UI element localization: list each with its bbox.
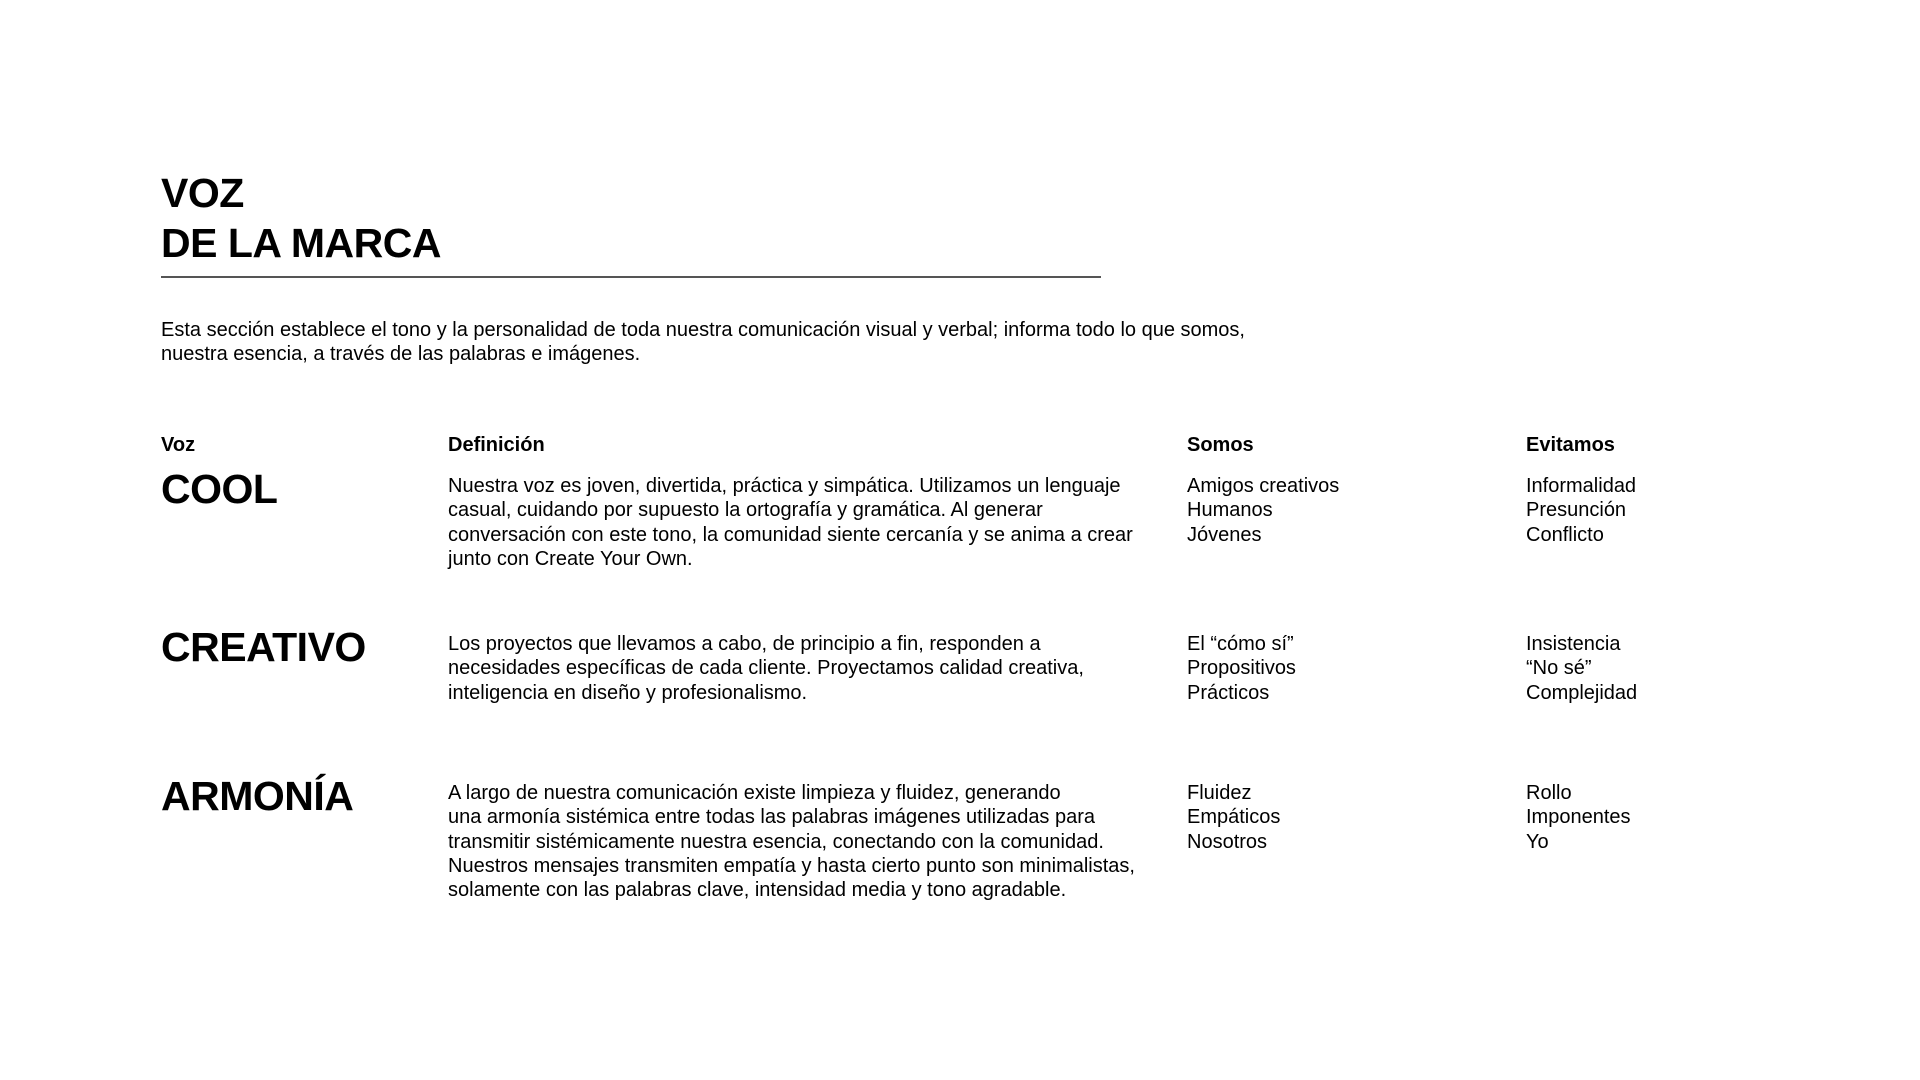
evitamos-item: Conflicto [1526, 523, 1604, 546]
somos-item: Nosotros [1187, 830, 1268, 853]
definition-line: Los proyectos que llevamos a cabo, de principio a fin, responden a [448, 633, 1041, 655]
evitamos-item: Insistencia [1526, 633, 1621, 655]
definition-line: junto con Create Your Own. [448, 547, 693, 570]
column-header-definicion: Definición [448, 434, 545, 456]
page-title-line-1: VOZ [161, 170, 244, 216]
evitamos-item: Presunción [1526, 499, 1627, 522]
page-title-line-2: DE LA MARCA [161, 220, 441, 266]
somos-list [1187, 781, 1280, 854]
definition-line: Nuestros mensajes transmiten empatía y hasta cierto punto son minimalistas, [448, 854, 1135, 877]
somos-item: Propositivos [1187, 657, 1296, 680]
definition-line: transmitir sistémicamente nuestra esencia, conectando con la comunidad. [448, 830, 1104, 853]
evitamos-list [1526, 781, 1631, 854]
column-header-voz: Voz [161, 434, 196, 456]
somos-item: Prácticos [1187, 681, 1270, 704]
page-title [161, 168, 441, 268]
column-header-evitamos: Evitamos [1526, 434, 1615, 456]
voice-name: ARMONÍA [161, 773, 354, 819]
somos-item: Empáticos [1187, 806, 1281, 829]
column-header-somos: Somos [1187, 434, 1254, 456]
evitamos-item: “No sé” [1526, 657, 1592, 680]
somos-item: El “cómo sí” [1187, 633, 1294, 655]
somos-item: Amigos creativos [1187, 475, 1340, 497]
definition-line: inteligencia en diseño y profesionalismo. [448, 681, 808, 704]
definition-line: una armonía sistémica entre todas las palabras imágenes utilizadas para [448, 806, 1096, 829]
voice-definition [448, 474, 1188, 571]
intro-paragraph [161, 318, 1311, 366]
definition-line: A largo de nuestra comunicación existe limpieza y fluidez, generando [448, 782, 1061, 804]
somos-list [1187, 474, 1339, 547]
somos-item: Humanos [1187, 499, 1273, 522]
somos-item: Fluidez [1187, 782, 1252, 804]
voice-definition [448, 632, 1188, 705]
definition-line: solamente con las palabras clave, intensidad media y tono agradable. [448, 879, 1067, 902]
evitamos-item: Yo [1526, 830, 1549, 853]
title-divider [161, 276, 1101, 278]
evitamos-item: Imponentes [1526, 806, 1631, 829]
somos-item: Jóvenes [1187, 523, 1262, 546]
intro-line: nuestra esencia, a través de las palabras e imágenes. [161, 343, 641, 365]
evitamos-list [1526, 474, 1636, 547]
voice-name: COOL [161, 466, 278, 512]
evitamos-item: Complejidad [1526, 681, 1638, 704]
evitamos-item: Rollo [1526, 782, 1572, 804]
somos-list [1187, 632, 1296, 705]
definition-line: casual, cuidando por supuesto la ortografía y gramática. Al generar [448, 499, 1043, 522]
voice-definition [448, 781, 1188, 902]
definition-line: necesidades específicas de cada cliente. Proyectamos calidad creativa, [448, 657, 1084, 680]
evitamos-list [1526, 632, 1637, 705]
voice-name: CREATIVO [161, 624, 366, 670]
definition-line: Nuestra voz es joven, divertida, práctica y simpática. Utilizamos un lenguaje [448, 475, 1121, 497]
intro-line: Esta sección establece el tono y la personalidad de toda nuestra comunicación visual y verbal; informa todo lo que somos, [161, 319, 1245, 341]
evitamos-item: Informalidad [1526, 475, 1637, 497]
definition-line: conversación con este tono, la comunidad siente cercanía y se anima a crear [448, 523, 1133, 546]
